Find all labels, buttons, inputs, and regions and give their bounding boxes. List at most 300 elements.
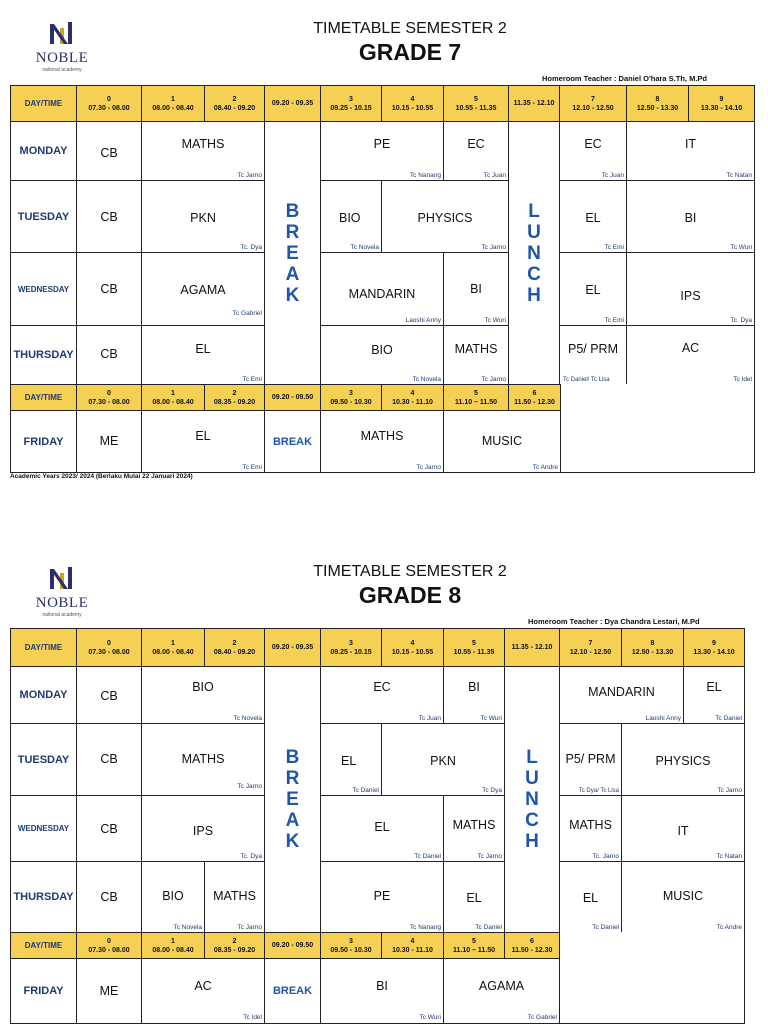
timetable-cell [76,325,142,385]
grade7-title-block [230,20,590,66]
teacher: Tc Jarno [477,853,502,860]
header-period [204,628,265,667]
header-break-time: 09.20 - 09.50 [264,932,321,959]
period-time: 11.50 - 12.30 [511,946,553,954]
day-friday: FRIDAY [10,410,77,473]
period-time: 07.30 - 08.00 [88,104,130,112]
timetable-cell [320,121,444,181]
period-time: 10.30 - 11.10 [392,946,433,954]
period-number: 4 [410,639,415,647]
period-number: 1 [171,389,175,397]
period-time: 10.15 - 10.55 [391,104,434,112]
teacher: Tc Andre [716,924,742,931]
timetable-cell [443,861,505,933]
header-period [204,85,265,122]
period-time: 08.00 - 08.40 [152,648,194,656]
timetable-cell [443,666,505,724]
timetable-cell [320,325,444,385]
teacher: Tc Daniel [715,715,742,722]
timetable-cell [559,723,622,796]
timetable-cell [320,723,382,796]
period-time: 08.00 - 08.40 [152,398,194,406]
teacher: Tc Idel [243,1014,262,1021]
teacher: Tc Wuri [484,317,506,324]
period-number: 3 [349,937,353,945]
period-time: 12.10 - 12.50 [572,104,614,112]
header-day-time: DAY/TIME [10,628,77,667]
period-number: 5 [474,95,478,103]
teacher: Tc. Dya [240,853,262,860]
timetable-cell [683,666,745,724]
period-number: 3 [349,389,353,397]
teacher: Tc Nanang [409,924,441,931]
teacher: Tc Emi [242,376,262,383]
header-period [76,384,142,411]
timetable-cell [626,180,755,253]
header-period [141,85,205,122]
timetable-cell [141,252,265,326]
header-period [688,85,755,122]
grade8-title-block [230,563,590,609]
homeroom-teacher: Homeroom Teacher : Daniel O'hara S.Th, M.Pd [542,74,708,83]
teacher: Tc Dya [482,787,502,794]
header-period [320,932,382,959]
teacher: Tc Emi [604,317,624,324]
noble-emblem-icon [46,565,78,593]
period-time: 12.10 - 12.50 [569,648,612,656]
grade-title: GRADE 7 [358,39,462,65]
school-logo [22,20,102,74]
subject: CB [100,689,118,703]
period-number: 2 [232,639,237,647]
lunch-letter: H [527,284,541,306]
teacher: Tc Daniel/ Tc Lisa [563,377,610,383]
lunch-letter: U [527,221,541,243]
timetable-cell [320,861,444,933]
break-letter: B [285,200,300,222]
timetable-cell [559,861,622,933]
subject: PHYSICS [655,754,711,768]
period-time: 09.50 - 10.30 [330,398,372,406]
timetable-cell [76,180,142,253]
subject: MATHS [181,752,225,766]
period-number: 6 [530,937,534,945]
subject: IT [684,137,697,151]
subject: AGAMA [180,283,226,297]
header-lunch-time: 11.35 - 12.10 [508,85,560,122]
subject: AGAMA [478,979,525,993]
subject: EC [467,137,485,151]
timetable-cell [381,723,505,796]
period-number: 5 [472,937,476,945]
period-time: 11.10 – 11.50 [454,398,498,406]
subject: EL [585,283,601,297]
header-period [76,932,142,959]
header-day-time: DAY/TIME [10,384,77,411]
day-wednesday: WEDNESDAY [10,252,77,326]
subject: MATHS [569,818,612,832]
teacher: Tc Emi [604,244,624,251]
header-period [320,384,382,411]
subject: EC [373,680,391,694]
teacher: Tc Juan [601,172,624,179]
header-period [204,384,265,411]
period-number: 5 [472,639,476,647]
subject: EL [195,429,211,443]
header-period [141,932,205,959]
teacher: Tc Natan [726,172,752,179]
day-friday: FRIDAY [10,958,77,1024]
period-time: 09.25 - 10.15 [330,648,372,656]
teacher: Tc Wuri [730,244,752,251]
header-period [320,85,382,122]
lunch-letter: L [528,200,540,222]
period-number: 1 [171,95,175,103]
teacher: Tc Jarno [416,464,441,471]
subject: MATHS [454,342,498,356]
timetable-cell [141,410,265,473]
day-thursday: THURSDAY [10,325,77,385]
header-break-time: 09.20 - 09.50 [264,384,321,411]
break-letter: E [286,242,299,264]
header-period [320,628,382,667]
subject: EL [582,891,599,905]
header-period [559,628,622,667]
teacher: Tc. Jarno [592,853,619,860]
timetable-cell [204,861,265,933]
timetable-cell [76,121,142,181]
period-time: 13.30 - 14.10 [693,648,735,656]
timetable-cell [443,325,509,385]
period-number: 4 [410,389,415,397]
header-period [381,85,444,122]
break-letter: K [285,284,300,306]
subject: EC [584,137,602,151]
teacher: Tc Novela [173,924,202,931]
timetable-cell [621,861,745,933]
period-time: 08.40 - 09.20 [213,104,256,112]
header-period [76,85,142,122]
header-period [443,932,505,959]
timetable-cell [559,180,627,253]
subject: EL [466,891,482,905]
header-day-time: DAY/TIME [10,85,77,122]
header-period [508,384,561,411]
subject: MATHS [213,889,256,903]
break-column [264,121,321,385]
period-time: 12.50 - 13.30 [631,648,674,656]
subject: IPS [192,824,214,838]
lunch-letter: H [525,831,539,852]
break-letter: A [285,263,300,285]
subject: CB [100,282,118,296]
timetable-cell [76,861,142,933]
timetable-cell [141,666,265,724]
period-time: 08.00 - 08.40 [152,104,194,112]
subject: BI [684,211,697,225]
teacher: Tc Jarno [237,172,262,179]
timetable-cell [76,252,142,326]
period-time: 07.30 - 08.00 [88,648,130,656]
teacher: Tc Wuri [480,715,502,722]
teacher: Tc Wuri [419,1014,441,1021]
period-time: 08.35 - 09.20 [213,946,256,954]
timetable-cell [320,252,444,326]
header-period [141,384,205,411]
day-monday: MONDAY [10,666,77,724]
period-number: 9 [712,639,716,647]
subject: PHYSICS [417,211,473,225]
timetable-cell [76,666,142,724]
timetable-cell [320,180,382,253]
timetable-cell [141,723,265,796]
timetable-cell [559,252,627,326]
academic-year-note: Academic Years 2023/ 2024 (Berlaku Mulai 22 Januari 2024) [10,473,193,480]
teacher: Tc Novela [350,244,379,251]
teacher: Tc Natan [716,853,742,860]
noble-emblem-icon [46,20,78,48]
timetable-cell [320,958,444,1024]
timetable-cell [443,958,560,1024]
period-number: 2 [232,95,237,103]
homeroom-teacher: Homeroom Teacher : Dya Chandra Lestari, M.Pd [528,617,700,626]
subject: PE [373,889,391,903]
timetable-cell [443,121,509,181]
subject: CB [100,210,118,224]
teacher: Tc Nanang [409,172,441,179]
teacher: Tc Jarno [237,783,262,790]
subject: MATHS [181,137,225,151]
timetable-cell [381,180,509,253]
timetable-cell [320,666,444,724]
period-time: 11.50 - 12.30 [514,398,555,406]
subject: CB [100,890,118,904]
lunch-letter: C [527,263,541,285]
teacher: Tc. Dya [730,317,752,324]
teacher: Tc Novela [412,376,441,383]
friday-break: BREAK [264,410,321,473]
period-number: 5 [474,389,478,397]
logo-subtitle: national academy [42,67,82,73]
period-number: 8 [655,95,660,103]
header-period [443,85,509,122]
day-wednesday: WEDNESDAY [10,795,77,862]
timetable-cell [621,795,745,862]
timetable-cell [76,795,142,862]
timetable-cell [141,325,265,385]
header-period [626,85,689,122]
timetable-cell [626,252,755,326]
subject: P5/ PRM [567,342,618,356]
period-time: 12.50 - 13.30 [636,104,679,112]
lunch-letter: C [525,810,539,831]
empty-area [560,384,755,473]
period-number: 9 [719,95,724,103]
teacher: Tc Emi [242,464,262,471]
day-tuesday: TUESDAY [10,180,77,253]
school-logo [22,565,102,619]
subject: MATHS [452,818,496,832]
timetable-cell [141,795,265,862]
break-column [264,666,321,933]
header-lunch-time: 11.35 - 12.10 [504,628,560,667]
grade-title: GRADE 8 [358,582,462,608]
timetable-title: TIMETABLE SEMESTER 2 [313,20,507,37]
timetable-cell [626,121,755,181]
teacher: Tc Dya/ Tc Lisa [578,788,619,794]
timetable-cell [559,325,627,385]
teacher: Tc Jarno [717,787,742,794]
timetable-cell [320,410,444,473]
timetable-cell [621,723,745,796]
logo-subtitle: national academy [42,612,82,618]
period-time: 07.30 - 08.00 [88,946,130,954]
period-number: 4 [410,95,415,103]
timetable-cell [443,252,509,326]
period-time: 09.50 - 10.30 [330,946,372,954]
period-time: 08.00 - 08.40 [152,946,194,954]
period-time: 11.10 – 11.50 [452,946,496,954]
period-number: 0 [107,639,111,647]
header-period [504,932,560,959]
timetable-cell [76,958,142,1024]
lunch-letter: N [525,789,539,810]
day-tuesday: TUESDAY [10,723,77,796]
subject: BI [470,282,482,296]
subject: ME [99,434,119,448]
subject: EL [341,754,357,768]
period-number: 7 [588,639,593,647]
header-break-time: 09.20 - 09.35 [264,85,321,122]
teacher: Laoshi Anny [405,317,441,324]
lunch-column [504,666,560,933]
teacher: Tc Daniel [475,924,502,931]
period-number: 8 [650,639,655,647]
period-number: 3 [349,639,353,647]
period-number: 1 [171,639,175,647]
break-letter: A [285,810,300,831]
teacher: Tc Daniel [592,924,619,931]
period-time: 09.25 - 10.15 [330,104,372,112]
subject: EL [706,680,722,694]
period-time: 08.40 - 09.20 [213,648,256,656]
subject: CB [100,146,118,160]
timetable-title: TIMETABLE SEMESTER 2 [313,563,507,580]
day-monday: MONDAY [10,121,77,181]
break-letter: R [285,768,300,789]
subject: BIO [192,680,214,694]
subject: BIO [162,889,184,903]
period-time: 10.15 - 10.55 [391,648,434,656]
subject: MANDARIN [588,685,655,699]
timetable-cell [559,666,684,724]
subject: ME [99,984,119,998]
period-number: 0 [107,937,111,945]
header-period [204,932,265,959]
timetable-cell [626,325,755,385]
subject: PKN [430,754,456,768]
teacher: Tc Idel [733,376,752,383]
period-number: 0 [107,389,111,397]
timetable-cell [559,795,622,862]
subject: EL [585,211,601,225]
header-period [443,384,509,411]
teacher: Tc Gabriel [232,310,262,317]
timetable-cell [443,410,561,473]
header-period [76,628,142,667]
period-number: 2 [232,389,237,397]
teacher: Tc Andre [532,464,558,471]
period-number: 7 [591,95,595,103]
subject: BI [376,979,388,993]
subject: CB [100,347,118,361]
teacher: Tc Jarno [481,244,506,251]
break-letter: K [285,831,300,852]
period-time: 07.30 - 08.00 [88,398,130,406]
subject: PE [373,137,391,151]
period-time: 10.30 - 11.10 [392,398,433,406]
teacher: Tc Jarno [237,924,262,931]
header-period [559,85,627,122]
break-letter: B [285,747,300,768]
subject: IPS [680,289,701,303]
period-time: 10.55 - 11.35 [455,104,497,112]
break-letter: E [286,789,299,810]
subject: MANDARIN [348,287,416,301]
timetable-cell [141,861,205,933]
period-number: 3 [349,95,353,103]
subject: AC [194,979,212,993]
lunch-column [508,121,560,385]
subject: P5/ PRM [565,752,616,766]
subject: PKN [190,211,216,225]
header-period [683,628,745,667]
period-number: 2 [232,937,237,945]
logo-wordmark: NOBLE [35,50,89,66]
timetable-cell [141,180,265,253]
teacher: Tc Juan [418,715,441,722]
teacher: Tc Daniel [352,787,379,794]
teacher: Tc Daniel [414,853,441,860]
lunch-letter: L [526,747,538,768]
period-time: 08.35 - 09.20 [213,398,256,406]
period-time: 13.30 - 14.10 [700,104,743,112]
break-letter: R [285,221,300,243]
logo-wordmark: NOBLE [35,595,89,611]
header-period [381,628,444,667]
subject: BIO [371,343,393,357]
subject: MATHS [360,429,404,443]
period-number: 6 [532,389,537,397]
subject: MUSIC [481,434,523,448]
period-number: 0 [107,95,111,103]
header-period [141,628,205,667]
teacher: Tc. Dya [240,244,262,251]
subject: AC [681,341,700,355]
timetable-cell [76,410,142,473]
subject: BIO [339,211,361,225]
period-number: 4 [410,937,415,945]
timetable-cell [141,958,265,1024]
teacher: Tc Juan [483,172,506,179]
timetable-cell [141,121,265,181]
header-period [381,384,444,411]
day-thursday: THURSDAY [10,861,77,933]
teacher: Tc Jarno [481,376,506,383]
subject: IT [677,824,689,838]
timetable-cell [76,723,142,796]
lunch-letter: N [527,242,541,264]
